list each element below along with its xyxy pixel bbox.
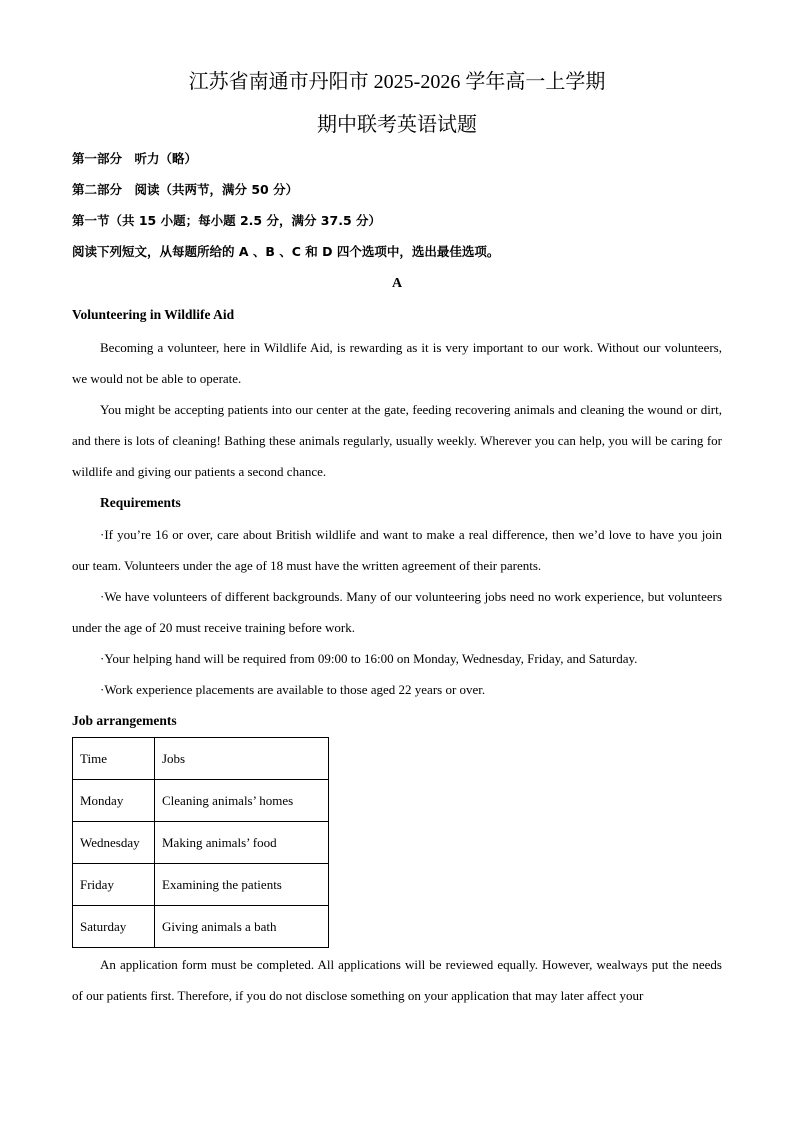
requirement-2: ·We have volunteers of different backgrounds. Many of our volunteering jobs need no work experience, but volunteers under the age of 20 must receive training before work. <box>72 589 722 635</box>
paragraph-2: You might be accepting patients into our center at the gate, feeding recovering animals and cleaning the wound or dirt, and there is lots of cleaning! Bathing these animals regularly, usually weekly. Wherever you can help, you will be caring for wildlife and giving our patients a second chance. <box>72 402 722 479</box>
paragraph-final: An application form must be completed. All applications will be reviewed equally. However, wealways put the needs of our patients first. Therefore, if you do not disclose something on your application that may later affect your <box>72 957 722 1003</box>
table-cell-job: Examining the patients <box>155 864 329 906</box>
job-arrangements-table <box>72 737 329 948</box>
job-arrangements-heading: Job arrangements <box>72 713 177 728</box>
table-header-cell: Jobs <box>155 738 329 780</box>
table-cell-job: Giving animals a bath <box>155 906 329 948</box>
table-cell-job: Making animals’ food <box>155 822 329 864</box>
exam-title-line1: 江苏省南通市丹阳市 2025-2026 学年高一上学期 <box>188 71 606 93</box>
part2-heading: 第二部分 阅读（共两节，满分 50 分） <box>72 182 299 197</box>
table-header-cell: Time <box>73 738 155 780</box>
table-row <box>73 906 329 948</box>
passage-letter: A <box>391 276 403 291</box>
table-cell-day: Wednesday <box>73 822 155 864</box>
reading-instruction: 阅读下列短文，从每题所给的 A 、B 、C 和 D 四个选项中，选出最佳选项。 <box>72 244 500 259</box>
table-row <box>73 780 329 822</box>
table-cell-day: Monday <box>73 780 155 822</box>
requirement-3: ·Your helping hand will be required from 09:00 to 16:00 on Monday, Wednesday, Friday, and Saturday. <box>100 651 638 666</box>
table-cell-job: Cleaning animals’ homes <box>155 780 329 822</box>
paragraph-1: Becoming a volunteer, here in Wildlife Aid, is rewarding as it is very important to our work. Without our volunteers, we would not be able to operate. <box>72 340 722 386</box>
passage-title: Volunteering in Wildlife Aid <box>72 307 235 322</box>
table-cell-day: Saturday <box>73 906 155 948</box>
requirements-heading: Requirements <box>100 495 181 510</box>
requirement-1: ·If you’re 16 or over, care about British wildlife and want to make a real difference, then we’d love to have you join our team. Volunteers under the age of 18 must have the written agreement of their parents. <box>72 527 722 573</box>
table-row <box>73 822 329 864</box>
exam-title-line2: 期中联考英语试题 <box>317 114 477 136</box>
part1-heading: 第一部分 听力（略） <box>72 151 198 166</box>
table-header-row <box>73 738 329 780</box>
table-cell-day: Friday <box>73 864 155 906</box>
section1-heading: 第一节（共 15 小题；每小题 2.5 分，满分 37.5 分） <box>72 213 381 228</box>
table-row <box>73 864 329 906</box>
requirement-4: ·Work experience placements are available to those aged 22 years or over. <box>100 682 486 697</box>
